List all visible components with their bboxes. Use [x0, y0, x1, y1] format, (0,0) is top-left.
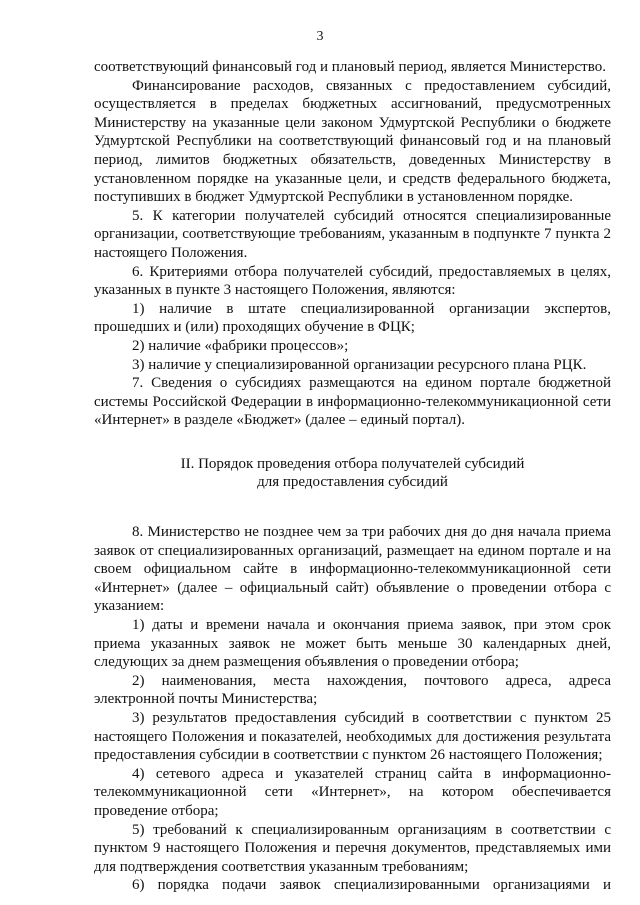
paragraph-5: 5. К категории получателей субсидий относятся специализированные организации, соответствующие требованиям, указанным в подпункте 7 пункта 2 настоящего Положения. — [94, 207, 611, 261]
section-heading-line-1: II. Порядок проведения отбора получателей субсидий — [180, 455, 525, 472]
item-8-5: 5) требований к специализированным организациям в соответствии с пунктом 9 настоящего Положения и перечня документов, представляемых ими для подтверждения соответствия указанным требованиям; — [94, 821, 611, 875]
paragraph-continuation: соответствующий финансовый год и плановый период, является Министерство. — [94, 59, 606, 75]
paragraph-7: 7. Сведения о субсидиях размещаются на едином портале бюджетной системы Российской Федерации в информационно-телекоммуникационной сети «Интернет» в разделе «Бюджет» (далее – единый портал). — [94, 375, 611, 429]
criterion-2: 2) наличие «фабрики процессов»; — [132, 337, 349, 354]
criterion-1: 1) наличие в штате специализированной организации экспертов, прошедших и (или) проходящих обучение в ФЦК; — [94, 300, 611, 336]
section-heading-line-2: для предоставления субсидий — [257, 474, 448, 491]
page-number: 3 — [316, 29, 324, 44]
item-8-1: 1) даты и времени начала и окончания приема заявок, при этом срок приема указанных заявок не может быть меньше 30 календарных дней, следующих за днем размещения объявления о проведении отбора; — [94, 617, 611, 671]
item-8-3: 3) результатов предоставления субсидий в соответствии с пунктом 25 настоящего Положения и показателей, необходимых для достижения результата предоставления субсидии в соответствии с пунктом 26 настоящего Положения; — [94, 710, 611, 764]
item-8-6: 6) порядка подачи заявок специализированными организациями и — [132, 877, 611, 894]
section-heading — [94, 455, 611, 492]
paragraph-financing: Финансирование расходов, связанных с предоставлением субсидий, осуществляется в пределах бюджетных ассигнований, предусмотренных Министерству на указанные цели законом Удмуртской Республики о бюджете Удмуртской Республики на соответствующий финансовый год и на плановый период, лимитов бюджетных обязательств, доведенных Министерству в установленном порядке на указанные цели, и средств федерального бюджета, поступивших в бюджет Удмуртской Республики в установленном порядке. — [94, 77, 611, 206]
paragraph-8: 8. Министерство не позднее чем за три рабочих дня до дня начала приема заявок от специализированных организаций, размещает на едином портале и на своем официальном сайте в информационно-телекоммуникационной сети «Интернет» (далее – официальный сайт) объявление о проведении отбора с указанием: — [94, 524, 611, 615]
criterion-3: 3) наличие у специализированной организации ресурсного плана РЦК. — [132, 356, 587, 373]
item-8-4: 4) сетевого адреса и указателей страниц сайта в информационно-телекоммуникационной сети «Интернет», на котором обеспечивается проведение отбора; — [94, 765, 611, 819]
document-body — [94, 58, 611, 895]
paragraph-6: 6. Критериями отбора получателей субсидий, предоставляемых в целях, указанных в пункте 3 настоящего Положения, являются: — [94, 263, 611, 299]
item-8-2: 2) наименования, места нахождения, почтового адреса, адреса электронной почты Министерства; — [94, 672, 611, 708]
